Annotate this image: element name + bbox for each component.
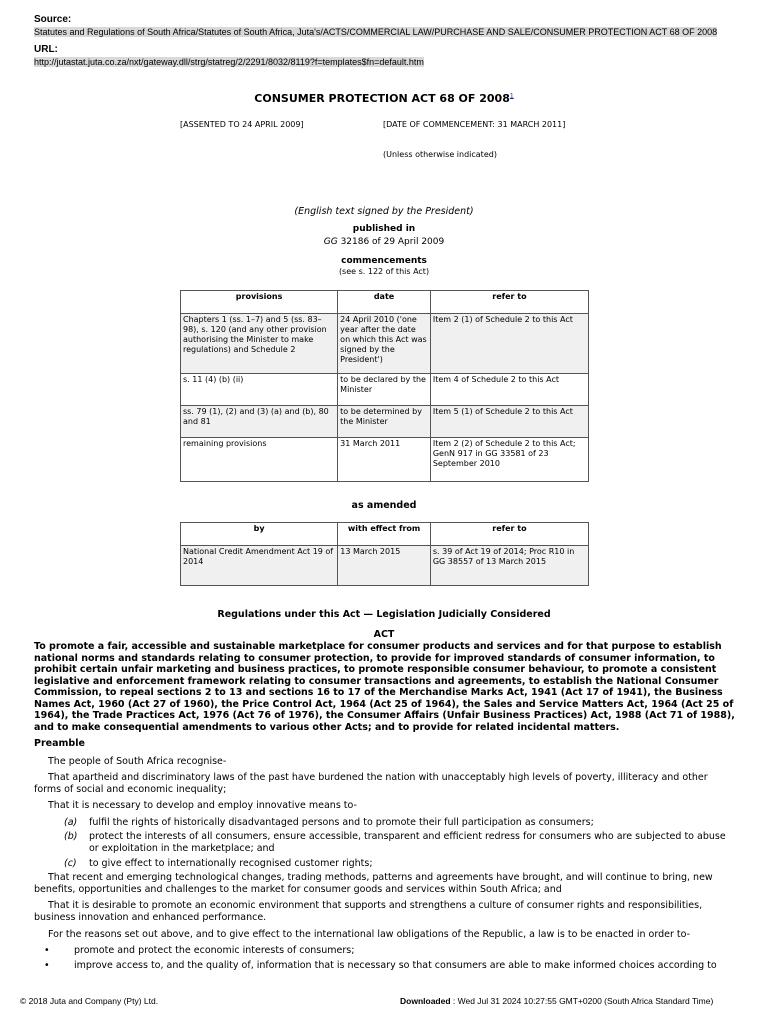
column-header: refer to	[430, 523, 588, 546]
preamble-paragraph: That apartheid and discriminatory laws of the past have burdened the nation with unacceptably high levels of poverty, illiteracy and other forms of social and economic inequality;	[34, 772, 708, 795]
list-item	[34, 858, 736, 870]
preamble-paragraph: The people of South Africa recognise-	[48, 755, 227, 767]
table-cell: Item 4 of Schedule 2 to this Act	[430, 374, 588, 406]
downloaded-timestamp: : Wed Jul 31 2024 10:27:55 GMT+0200 (South Africa Standard Time)	[450, 996, 714, 1006]
table-cell: 13 March 2015	[338, 546, 431, 586]
list-item	[34, 817, 736, 829]
table-cell: s. 39 of Act 19 of 2014; Proc R10 in GG 38557 of 13 March 2015	[430, 546, 588, 586]
bullet-item	[34, 960, 736, 972]
bullet-item	[34, 945, 736, 957]
copyright-notice: © 2018 Juta and Company (Pty) Ltd.	[20, 996, 159, 1006]
item-letter: (a)	[64, 816, 78, 828]
table-cell: remaining provisions	[181, 438, 338, 482]
gazette-details: 32186 of 29 April 2009	[337, 237, 445, 247]
preamble-paragraph: That it is desirable to promote an economic environment that supports and strengthens a culture of consumer rights and responsibilities, business innovation and enhanced performance.	[34, 900, 703, 923]
item-text: fulfil the rights of historically disadvantaged persons and to promote their full participation as consumers;	[89, 816, 594, 828]
table-row	[181, 374, 589, 406]
preamble-paragraph: For the reasons set out above, and to give effect to the international law obligations of the Republic, a law is to be enacted in order to-	[48, 928, 691, 940]
as-amended-heading: as amended	[351, 500, 417, 511]
act-title-text: CONSUMER PROTECTION ACT 68 OF 2008	[254, 92, 510, 105]
table-cell: to be determined by the Minister	[338, 406, 431, 438]
bullet-text: improve access to, and the quality of, information that is necessary so that consumers are able to make informed choices according to	[74, 959, 717, 971]
assented-date: [ASSENTED TO 24 APRIL 2009]	[180, 120, 304, 129]
commencements-table	[180, 290, 589, 482]
column-header: provisions	[181, 291, 338, 314]
column-header: refer to	[430, 291, 588, 314]
preamble-heading: Preamble	[34, 738, 85, 749]
title-footnote-link[interactable]: 1	[509, 92, 514, 100]
table-header-row	[181, 523, 589, 546]
published-in-heading: published in	[352, 224, 416, 234]
table-cell: ss. 79 (1), (2) and (3) (a) and (b), 80 and 81	[181, 406, 338, 438]
preamble-paragraph: That it is necessary to develop and employ innovative means to-	[48, 800, 357, 812]
preamble-paragraph: That recent and emerging technological changes, trading methods, patterns and agreements have brought, and will continue to bring, new benefits, opportunities and challenges to the market for consumer goods and services within South Africa; and	[34, 872, 713, 895]
table-cell: Chapters 1 (ss. 1–7) and 5 (ss. 83–98), s. 120 (and any other provision authorising the Minister to make regulations) and Schedule 2	[181, 314, 338, 374]
table-cell: 24 April 2010 ('one year after the date on which this Act was signed by the President')	[338, 314, 431, 374]
item-text: to give effect to internationally recognised customer rights;	[89, 857, 373, 869]
commencements-heading: commencements	[341, 256, 427, 266]
table-cell: Item 5 (1) of Schedule 2 to this Act	[430, 406, 588, 438]
source-label: Source:	[34, 14, 72, 25]
column-header: with effect from	[338, 523, 431, 546]
table-cell: s. 11 (4) (b) (ii)	[181, 374, 338, 406]
table-row	[181, 438, 589, 482]
bullet-icon: •	[44, 945, 50, 957]
download-info	[400, 996, 713, 1007]
column-header: by	[181, 523, 338, 546]
act-title	[0, 92, 768, 106]
act-heading: ACT	[373, 629, 395, 640]
downloaded-label: Downloaded	[400, 996, 451, 1006]
url-label: URL:	[34, 44, 58, 56]
english-text-note: (English text signed by the President)	[294, 206, 474, 217]
regulations-link-line[interactable]: Regulations under this Act — Legislation Judicially Considered	[217, 609, 551, 620]
bullet-text: promote and protect the economic interests of consumers;	[74, 945, 355, 957]
table-cell: Item 2 (1) of Schedule 2 to this Act	[430, 314, 588, 374]
preamble-section	[34, 738, 736, 974]
source-url-link[interactable]: http://jutastat.juta.co.za/nxt/gateway.dll/strg/statreg/2/2291/8032/8119?f=templates$fn=default.htm	[34, 56, 424, 67]
bullet-icon: •	[44, 959, 50, 971]
table-cell: National Credit Amendment Act 19 of 2014	[181, 546, 338, 586]
gazette-abbr: GG	[323, 237, 338, 247]
table-cell: Item 2 (2) of Schedule 2 to this Act; GenN 917 in GG 33581 of 23 September 2010	[430, 438, 588, 482]
otherwise-note: (Unless otherwise indicated)	[383, 150, 497, 159]
item-letter: (c)	[64, 857, 77, 869]
long-title: To promote a fair, accessible and sustainable marketplace for consumer products and services and for that purpose to establish national norms and standards relating to consumer protection, to provide for improved standards of consumer information, to prohibit certain unfair marketing and business practices, to promote responsible consumer behaviour, to promote a consistent legislative and enforcement framework relating to consumer transactions and agreements, to establish the National Consumer Commission, to repeal sections 2 to 13 and sections 16 to 17 of the Merchandise Marks Act, 1941 (Act 17 of 1941), the Business Names Act, 1960 (Act 27 of 1960), the Price Control Act, 1964 (Act 25 of 1964), the Sales and Service Matters Act, 1964 (Act 25 of 1964), the Trade Practices Act, 1976 (Act 76 of 1976), the Consumer Affairs (Unfair Business Practices) Act, 1988 (Act 71 of 1988), and to make consequential amendments to various other Acts; and to provide for related incidental matters.	[34, 641, 735, 734]
list-item	[34, 831, 736, 854]
item-letter: (b)	[64, 831, 78, 843]
table-cell: 31 March 2011	[338, 438, 431, 482]
gazette-reference	[0, 237, 768, 248]
table-row	[181, 546, 589, 586]
table-row	[181, 406, 589, 438]
source-path: Statutes and Regulations of South Africa/Statutes of South Africa, Juta's/ACTS/COMMERCIAL LAW/PURCHASE AND SALE/CONSUMER PROTECTION ACT 68 OF 2008	[34, 26, 718, 37]
item-text: protect the interests of all consumers, ensure accessible, transparent and efficient redress for consumers who are subjected to abuse or exploitation in the marketplace; and	[89, 831, 726, 855]
amendments-table	[180, 522, 589, 586]
column-header: date	[338, 291, 431, 314]
commencement-date: [DATE OF COMMENCEMENT: 31 MARCH 2011]	[383, 120, 566, 129]
source-block	[34, 14, 734, 74]
table-header-row	[181, 291, 589, 314]
commencements-note: (see s. 122 of this Act)	[338, 267, 430, 276]
table-cell: to be declared by the Minister	[338, 374, 431, 406]
table-row	[181, 314, 589, 374]
